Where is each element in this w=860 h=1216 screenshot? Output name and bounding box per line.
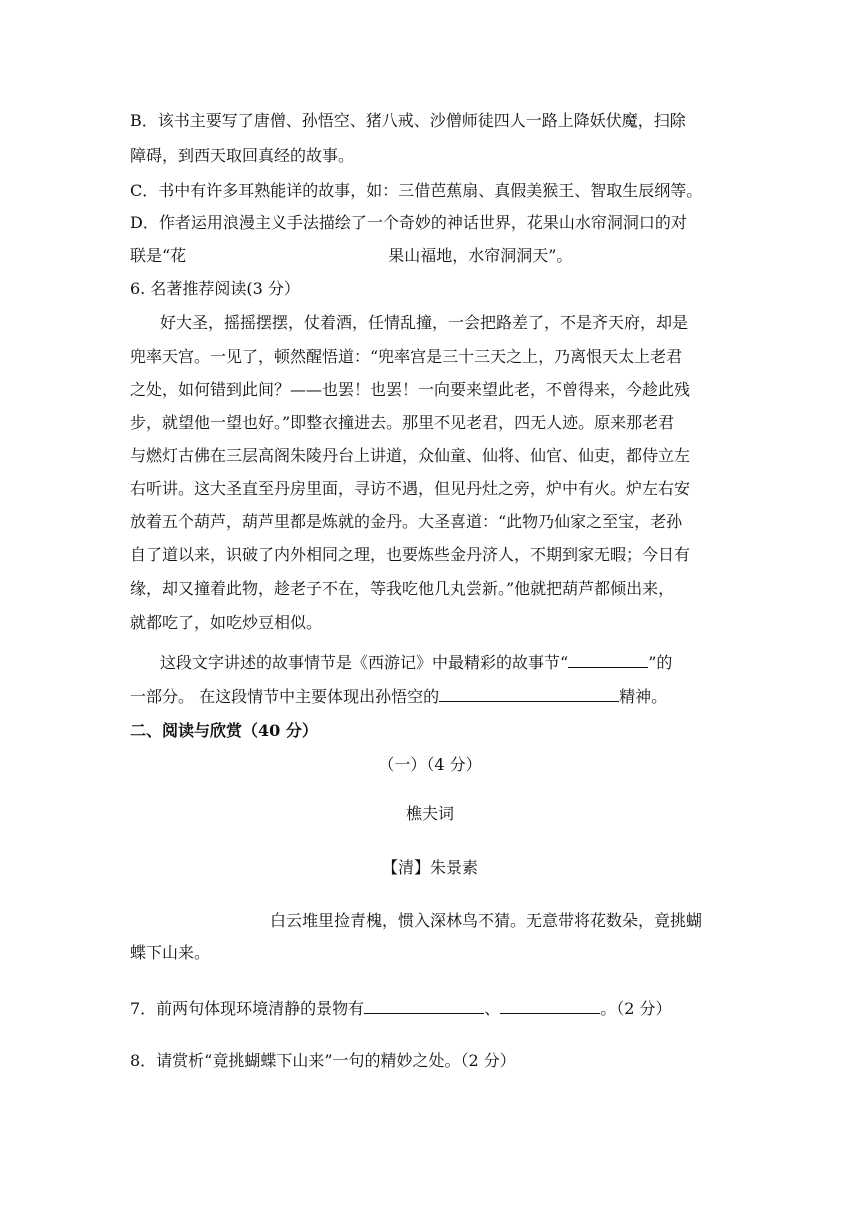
option-d-line2-part2: 果山福地，水帘洞洞天”。 bbox=[388, 246, 573, 265]
option-b-line1: B．该书主要写了唐僧、孙悟空、猪八戒、沙僧师徒四人一路上降妖伏魔，扫除 bbox=[130, 111, 686, 130]
q6-passage-line8: 自了道以来，识破了内外相同之理，也要炼些金丹济人，不期到家无暇；今日有 bbox=[130, 545, 691, 564]
option-d-line1: D．作者运用浪漫主义手法描绘了一个奇妙的神话世界，花果山水帘洞洞口的对 bbox=[130, 213, 687, 232]
section2-title: 二、阅读与欣赏（40 分） bbox=[130, 721, 318, 740]
q6-passage-line10: 就都吃了，如吃炒豆相似。 bbox=[130, 613, 323, 632]
q7-text: 7．前两句体现环境清静的景物有 bbox=[130, 999, 365, 1018]
q6-passage-line1: 好大圣，摇摇摆摆，仗着酒，任情乱撞，一会把路差了，不是齐天府，却是 bbox=[160, 313, 689, 332]
q7-score: 。（2 分） bbox=[600, 999, 672, 1018]
q6-passage-line4: 步，就望他一望也好。”即整衣撞进去。那里不见老君，四无人迹。原来那老君 bbox=[130, 413, 675, 432]
option-d-line2 bbox=[130, 245, 730, 267]
q8-line: 8．请赏析“竟挑蝴蝶下山来”一句的精妙之处。（2 分） bbox=[130, 1051, 516, 1070]
q6-title: 6. 名著推荐阅读(3 分） bbox=[130, 279, 300, 298]
q7-line bbox=[130, 998, 730, 1020]
poem-author: 【清】朱景素 bbox=[381, 858, 478, 877]
q7-separator: 、 bbox=[484, 999, 501, 1018]
q7-answer-blank1[interactable] bbox=[364, 999, 484, 1014]
q6-passage-line9: 缘，却又撞着此物，趁老子不在，等我吃他几丸尝新。”他就把葫芦都倾出来， bbox=[130, 579, 675, 598]
q6-passage-line7: 放着五个葫芦，葫芦里都是炼就的金丹。大圣喜道：“此物乃仙家之至宝，老孙 bbox=[130, 512, 683, 531]
q6-passage-line2: 兜率天宫。一见了，顿然醒悟道：“兜率宫是三十三天之上，乃离恨天太上老君 bbox=[130, 347, 683, 366]
q6-question-text2: 一部分。 在这段情节中主要体现出孙悟空的 bbox=[130, 687, 440, 706]
q6-passage-line3: 之处，如何错到此间？——也罢！也罢！一向要来望此老，不曾得来，今趁此残 bbox=[130, 380, 691, 399]
q6-question-line1 bbox=[160, 652, 730, 674]
q6-answer-blank-spirit[interactable] bbox=[439, 687, 619, 702]
poem-line2: 蝶下山来。 bbox=[130, 943, 211, 962]
option-d-line2-part1: 联是“花 bbox=[130, 246, 187, 265]
q6-question-text2-end: 精神。 bbox=[619, 687, 668, 706]
q6-question-text1: 这段文字讲述的故事情节是《西游记》中最精彩的故事节“ bbox=[160, 653, 569, 672]
q6-answer-blank-plot[interactable] bbox=[568, 653, 648, 668]
option-c-line: C．书中有许多耳熟能详的故事，如：三借芭蕉扇、真假美猴王、智取生辰纲等。 bbox=[130, 181, 703, 200]
q6-question-text1-end: ”的 bbox=[648, 653, 673, 672]
q7-answer-blank2[interactable] bbox=[500, 999, 600, 1014]
q6-question-line2 bbox=[130, 686, 730, 708]
section2-subtitle: （一）（4 分） bbox=[378, 755, 482, 774]
poem-title: 樵夫词 bbox=[405, 804, 454, 823]
poem-line1: 白云堆里捡青槐，惯入深林鸟不猜。无意带将花数朵，竟挑蝴 bbox=[270, 911, 703, 930]
option-b-line2: 障碍，到西天取回真经的故事。 bbox=[130, 146, 355, 165]
q6-passage-line5: 与燃灯古佛在三层高阁朱陵丹台上讲道，众仙童、仙将、仙官、仙吏，都侍立左 bbox=[130, 446, 691, 465]
q6-passage-line6: 右听讲。这大圣直至丹房里面，寻访不遇，但见丹灶之旁，炉中有火。炉左右安 bbox=[130, 479, 691, 498]
